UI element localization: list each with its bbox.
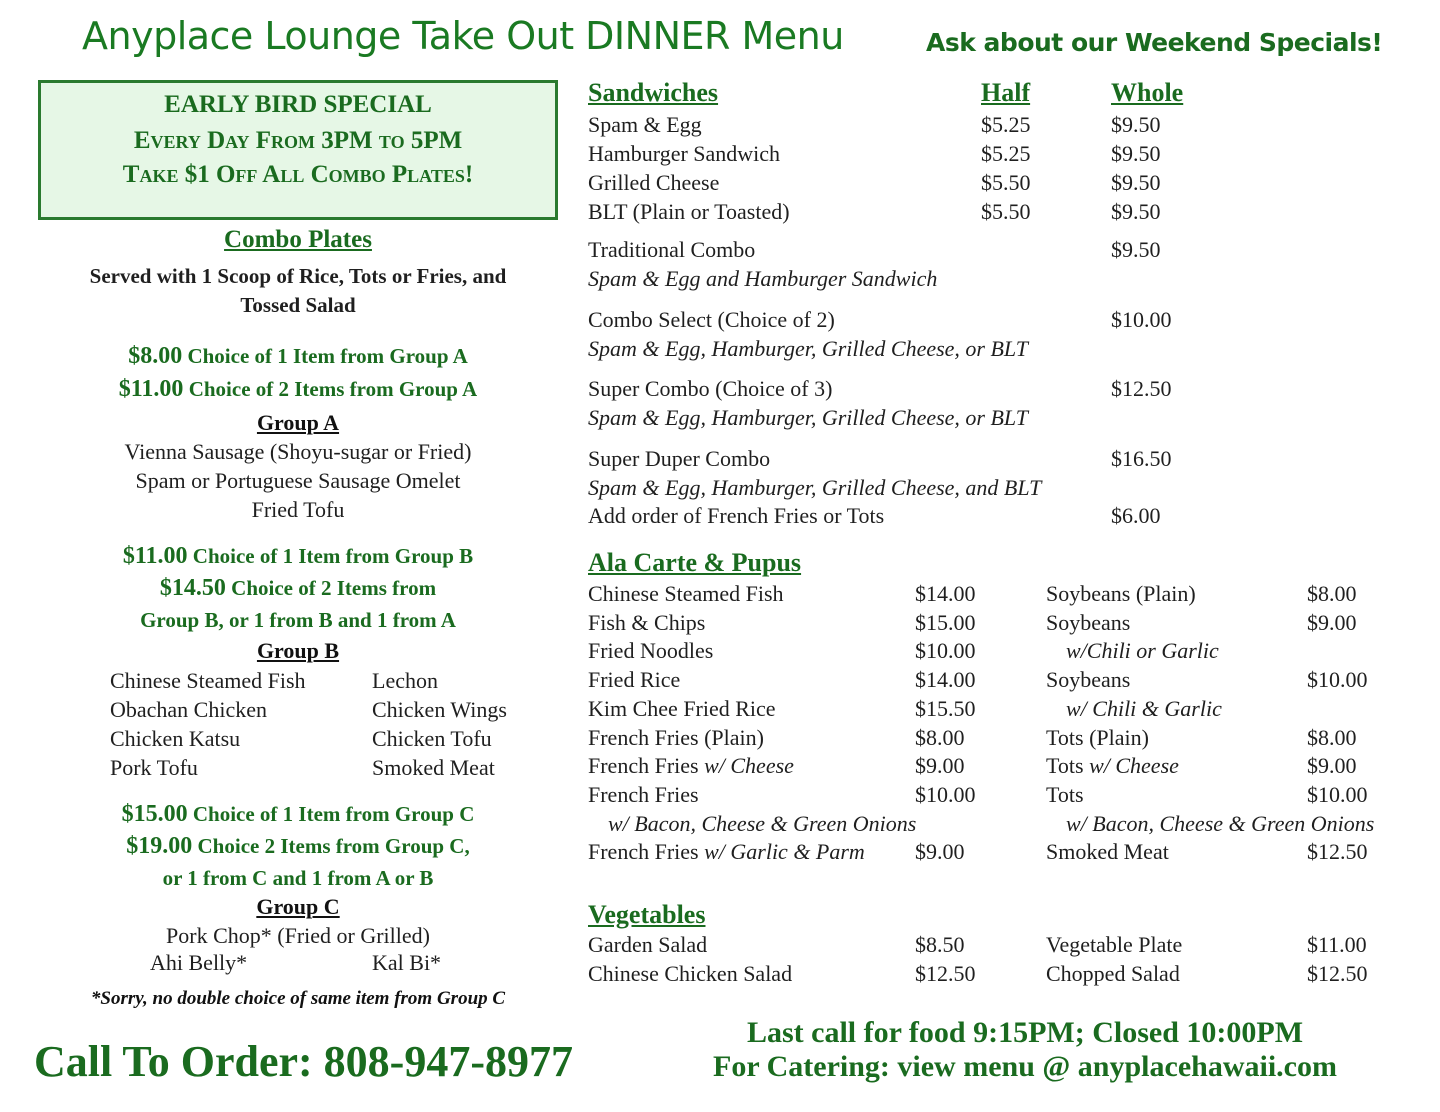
combo-served-line1: Served with 1 Scoop of Rice, Tots or Fries, and <box>89 264 507 288</box>
group-b-price-2-cont: Group B, or 1 from B and 1 from A <box>140 608 456 632</box>
group-a-price-1: $8.00 Choice of 1 Item from Group A <box>128 343 468 369</box>
veg-item: Chopped Salad <box>1046 961 1180 986</box>
half-header: Half <box>981 78 1031 107</box>
last-call: Last call for food 9:15PM; Closed 10:00PM <box>746 1016 1304 1049</box>
group-b-right <box>372 666 507 782</box>
whole-price: $9.50 <box>1111 170 1161 195</box>
alacarte-item: French Fries w/ Garlic & Parm <box>588 839 865 865</box>
veg-item: Chinese Chicken Salad <box>588 961 793 986</box>
group-b-item: Chicken Tofu <box>372 726 492 751</box>
combo-served <box>40 262 556 320</box>
sandwich-names <box>588 110 790 226</box>
alacarte-item: Soybeans <box>1046 667 1131 693</box>
group-a-label: Group A <box>256 410 340 435</box>
combo-price: $9.50 <box>1111 237 1161 262</box>
alacarte-price: $10.00 <box>1307 781 1368 807</box>
early-bird-box <box>38 80 558 220</box>
alacarte-item: Tots w/ Cheese <box>1046 753 1179 779</box>
group-c-price-2-cont: or 1 from C and 1 from A or B <box>162 866 434 890</box>
early-bird-offer: Take $1 Off All Combo Plates! <box>122 161 474 188</box>
sandwich-half-prices <box>981 110 1031 226</box>
combo-desc: Spam & Egg, Hamburger, Grilled Cheese, or BLT <box>588 336 1028 361</box>
combo-name: Super Duper Combo <box>588 446 771 471</box>
alacarte-price: $12.50 <box>1307 839 1368 865</box>
alacarte-price-spacer <box>915 810 976 839</box>
group-a-list <box>40 408 556 524</box>
alacarte-item: Fried Noodles <box>588 638 714 664</box>
group-a-item: Vienna Sausage (Shoyu-sugar or Fried) <box>124 439 472 464</box>
sandwiches-heading: Sandwiches <box>588 78 719 107</box>
group-c-prices <box>40 798 556 894</box>
alacarte-item: Chinese Steamed Fish <box>588 581 784 606</box>
group-c-price-2: $19.00 Choice 2 Items from Group C, <box>126 833 470 859</box>
alacarte-item-desc: w/ Chili & Garlic <box>1066 695 1222 721</box>
whole-price: $9.50 <box>1111 141 1161 166</box>
alacarte-item: Fish & Chips <box>588 609 706 635</box>
alacarte-price-spacer <box>1307 695 1368 724</box>
veg-price: $11.00 <box>1307 932 1367 957</box>
alacarte-price-spacer <box>1307 637 1368 666</box>
alacarte-left-prices <box>915 580 976 867</box>
alacarte-heading: Ala Carte & Pupus <box>588 548 802 577</box>
alacarte-price: $8.00 <box>1307 581 1357 606</box>
combo-name: Traditional Combo <box>588 237 756 262</box>
alacarte-item: French Fries <box>588 781 699 807</box>
sandwich-name: Spam & Egg <box>588 112 702 137</box>
early-bird-hours: Every Day From 3PM to 5PM <box>133 127 463 154</box>
group-b-item: Chicken Katsu <box>110 726 241 751</box>
alacarte-item-desc: w/ Bacon, Cheese & Green Onions <box>1066 810 1375 836</box>
veg-item: Garden Salad <box>588 932 708 957</box>
alacarte-item: Tots (Plain) <box>1046 724 1149 750</box>
alacarte-price: $15.00 <box>915 609 976 635</box>
alacarte-price: $8.00 <box>915 724 965 750</box>
sandwich-name: BLT (Plain or Toasted) <box>588 199 790 224</box>
alacarte-price: $10.00 <box>915 781 976 807</box>
sandwich-whole-prices <box>1111 110 1161 226</box>
alacarte-item: Soybeans <box>1046 609 1131 635</box>
early-bird-title: EARLY BIRD SPECIAL <box>164 91 432 118</box>
footer-info <box>660 1016 1390 1084</box>
group-a-prices <box>40 340 556 406</box>
alacarte-left-names <box>588 580 916 867</box>
alacarte-price: $15.50 <box>915 695 976 721</box>
alacarte-item-desc: w/Chili or Garlic <box>1066 638 1219 664</box>
alacarte-price: $8.00 <box>1307 724 1357 750</box>
alacarte-item: Fried Rice <box>588 667 681 693</box>
alacarte-price: $10.00 <box>915 638 976 664</box>
combo-name: Combo Select (Choice of 2) <box>588 307 835 332</box>
alacarte-price: $14.00 <box>915 667 976 693</box>
group-a-price-2: $11.00 Choice of 2 Items from Group A <box>118 376 478 402</box>
call-to-order: Call To Order: 808-947-8977 <box>34 1037 573 1086</box>
combo-desc: Spam & Egg, Hamburger, Grilled Cheese, or BLT <box>588 405 1028 430</box>
veg-price: $12.50 <box>1307 961 1368 986</box>
alacarte-item: Smoked Meat <box>1046 839 1169 865</box>
group-c-price-1: $15.00 Choice of 1 Item from Group C <box>121 801 475 827</box>
group-a-item: Fried Tofu <box>251 497 345 522</box>
group-c-item: Pork Chop* (Fried or Grilled) <box>166 923 430 948</box>
combo-desc: Spam & Egg, Hamburger, Grilled Cheese, and BLT <box>588 475 1042 500</box>
group-b-item: Pork Tofu <box>110 755 198 780</box>
group-b-price-1: $11.00 Choice of 1 Item from Group B <box>122 543 474 569</box>
half-price: $5.50 <box>981 199 1031 224</box>
combo-name: Super Combo (Choice of 3) <box>588 376 833 401</box>
alacarte-price: $10.00 <box>1307 667 1368 693</box>
group-c-note: *Sorry, no double choice of same item from Group C <box>90 988 506 1009</box>
group-b-item: Chinese Steamed Fish <box>110 668 306 693</box>
group-b-prices <box>40 540 556 636</box>
half-price: $5.50 <box>981 170 1031 195</box>
addon-price: $6.00 <box>1111 503 1161 528</box>
alacarte-right-prices <box>1307 580 1368 867</box>
group-b-item: Lechon <box>372 668 438 693</box>
combo-price: $16.50 <box>1111 446 1172 471</box>
veg-price: $12.50 <box>915 961 976 986</box>
group-a-item: Spam or Portuguese Sausage Omelet <box>135 468 461 493</box>
alacarte-price: $9.00 <box>915 839 965 865</box>
group-c-list <box>40 892 556 950</box>
vegetables-heading: Vegetables <box>588 900 706 929</box>
combo-desc: Spam & Egg and Hamburger Sandwich <box>588 266 938 291</box>
sandwich-name: Grilled Cheese <box>588 170 720 195</box>
veg-price: $8.50 <box>915 932 965 957</box>
group-b-item: Smoked Meat <box>372 755 495 780</box>
alacarte-price: $14.00 <box>915 581 976 606</box>
half-price: $5.25 <box>981 112 1031 137</box>
alacarte-item-desc: w/ Bacon, Cheese & Green Onions <box>608 810 917 836</box>
alacarte-item: Tots <box>1046 781 1084 807</box>
alacarte-price: $9.00 <box>915 753 965 779</box>
alacarte-item: French Fries (Plain) <box>588 724 764 750</box>
combo-section <box>40 226 556 320</box>
group-b-left <box>110 666 306 782</box>
group-b-item: Chicken Wings <box>372 697 507 722</box>
veg-item: Vegetable Plate <box>1046 932 1183 957</box>
alacarte-price-spacer <box>1307 810 1368 839</box>
whole-price: $9.50 <box>1111 199 1161 224</box>
combo-price: $10.00 <box>1111 307 1172 332</box>
combo-heading: Combo Plates <box>224 226 372 253</box>
sandwich-name: Hamburger Sandwich <box>588 141 781 166</box>
alacarte-item: Soybeans (Plain) <box>1046 581 1196 606</box>
alacarte-price: $9.00 <box>1307 609 1357 635</box>
combo-served-line2: Tossed Salad <box>240 293 356 317</box>
group-b-item: Obachan Chicken <box>110 697 267 722</box>
weekend-specials: Ask about our Weekend Specials! <box>926 28 1383 57</box>
alacarte-item: French Fries w/ Cheese <box>588 753 794 779</box>
whole-header: Whole <box>1111 78 1184 107</box>
group-b-label: Group B <box>256 638 340 663</box>
addon-name: Add order of French Fries or Tots <box>588 503 885 528</box>
group-c-item: Kal Bi* <box>372 950 442 975</box>
group-c-label: Group C <box>256 894 340 919</box>
page-title: Anyplace Lounge Take Out DINNER Menu <box>82 14 844 58</box>
alacarte-item: Kim Chee Fried Rice <box>588 695 776 721</box>
combo-price: $12.50 <box>1111 376 1172 401</box>
alacarte-price: $9.00 <box>1307 753 1357 779</box>
group-c-item: Ahi Belly* <box>150 950 248 975</box>
catering: For Catering: view menu @ anyplacehawaii.com <box>713 1050 1337 1083</box>
half-price: $5.25 <box>981 141 1031 166</box>
group-b-price-2: $14.50 Choice of 2 Items from <box>159 575 437 601</box>
whole-price: $9.50 <box>1111 112 1161 137</box>
